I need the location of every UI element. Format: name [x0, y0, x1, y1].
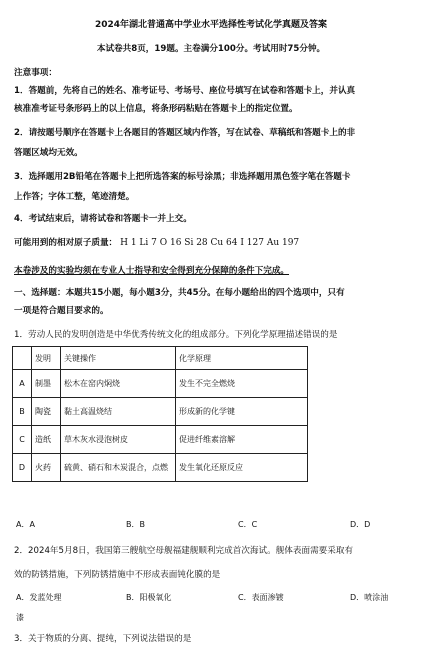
table-row: [13, 398, 308, 426]
table-row: [13, 426, 308, 454]
table-cell: 形成新的化学键: [176, 398, 308, 426]
q2-stem-line-1: 2．2024年5月8日，我国第三艘航空母舰福建舰顺利完成首次海试。舰体表面需要采取有: [14, 546, 354, 556]
q2-option-c: C．表面渗镀: [238, 593, 284, 602]
q2-option-a: A．发蓝处理: [16, 593, 62, 602]
table-row: [13, 370, 308, 398]
table-header-cell: 发明: [32, 347, 61, 370]
table-cell: 发生氧化还原反应: [176, 454, 308, 482]
table-cell: D: [13, 454, 32, 482]
notice-line-6: 上作答；字体工整，笔迹清楚。: [14, 192, 135, 202]
q1-option-c: C．C: [238, 520, 258, 529]
table-cell: 火药: [32, 454, 61, 482]
section1-line-2: 一项是符合题目要求的。: [14, 306, 109, 316]
table-cell: A: [13, 370, 32, 398]
q2-option-d-wrap: 漆: [16, 613, 24, 622]
q3-stem: 3．关于物质的分离、提纯，下列说法错误的是: [14, 634, 192, 644]
table-cell: 陶瓷: [32, 398, 61, 426]
table-cell: C: [13, 426, 32, 454]
table-cell: B: [13, 398, 32, 426]
q1-option-d: D．D: [350, 520, 371, 529]
table-cell: 草木灰水浸泡树皮: [61, 426, 176, 454]
notice-line-7: 4．考试结束后，请将试卷和答题卡一并上交。: [14, 214, 192, 224]
notice-heading: 注意事项：: [14, 68, 57, 78]
notice-line-2: 核准准考证号条形码上的以上信息，将条形码粘贴在答题卡上的指定位置。: [14, 104, 298, 114]
q2-option-b: B．阳极氧化: [126, 593, 172, 602]
table-cell: 黏土高温烧结: [61, 398, 176, 426]
table-header-cell: 化学原理: [176, 347, 308, 370]
table-header-cell: 关键操作: [61, 347, 176, 370]
table-cell: 松木在窑内焖烧: [61, 370, 176, 398]
safety-note: 本卷涉及的实验均须在专业人士指导和安全得到充分保障的条件下完成。: [14, 266, 290, 276]
atomic-mass-values: H 1 Li 7 O 16 Si 28 Cu 64 I 127 Au 197: [120, 238, 300, 248]
q2-option-d: D．喷涂油: [350, 593, 389, 602]
q1-table: [12, 346, 308, 482]
q1-option-a: A．A: [16, 520, 35, 529]
table-header-row: [13, 347, 308, 370]
q1-stem: 1．劳动人民的发明创造是中华优秀传统文化的组成部分。下列化学原理描述错误的是: [14, 330, 338, 340]
notice-line-4: 答题区域均无效。: [14, 148, 83, 158]
table-cell: 制墨: [32, 370, 61, 398]
table-cell: 发生不完全燃烧: [176, 370, 308, 398]
q2-stem-line-2: 效的防锈措施，下列防锈措施中不形成表面钝化膜的是: [14, 570, 221, 580]
q1-option-b: B．B: [126, 520, 145, 529]
table-cell: 造纸: [32, 426, 61, 454]
table-cell: 促进纤维素溶解: [176, 426, 308, 454]
notice-line-3: 2．请按题号顺序在答题卡上各题目的答题区域内作答，写在试卷、草稿纸和答题卡上的非: [14, 128, 356, 138]
notice-line-1: 1．答题前，先将自己的姓名、准考证号、考场号、座位号填写在试卷和答题卡上，并认真: [14, 86, 356, 96]
section1-line-1: 一、选择题：本题共15小题，每小题3分，共45分。在每小题给出的四个选项中，只有: [14, 288, 345, 298]
table-row: [13, 454, 308, 482]
notice-line-5: 3．选择题用2B铅笔在答题卡上把所选答案的标号涂黑；非选择题用黑色签字笔在答题卡: [14, 172, 351, 182]
table-cell: 硫黄、硝石和木炭混合，点燃: [61, 454, 176, 482]
document-title: 2024年湖北普通高中学业水平选择性考试化学真题及答案: [94, 20, 328, 30]
atomic-mass-label: 可能用到的相对原子质量：: [14, 238, 118, 248]
document-subtitle: 本试卷共8页，19题。主卷满分100分。考试用时75分钟。: [96, 44, 326, 54]
atomic-mass-line: [14, 238, 412, 249]
table-header-cell: [13, 347, 32, 370]
